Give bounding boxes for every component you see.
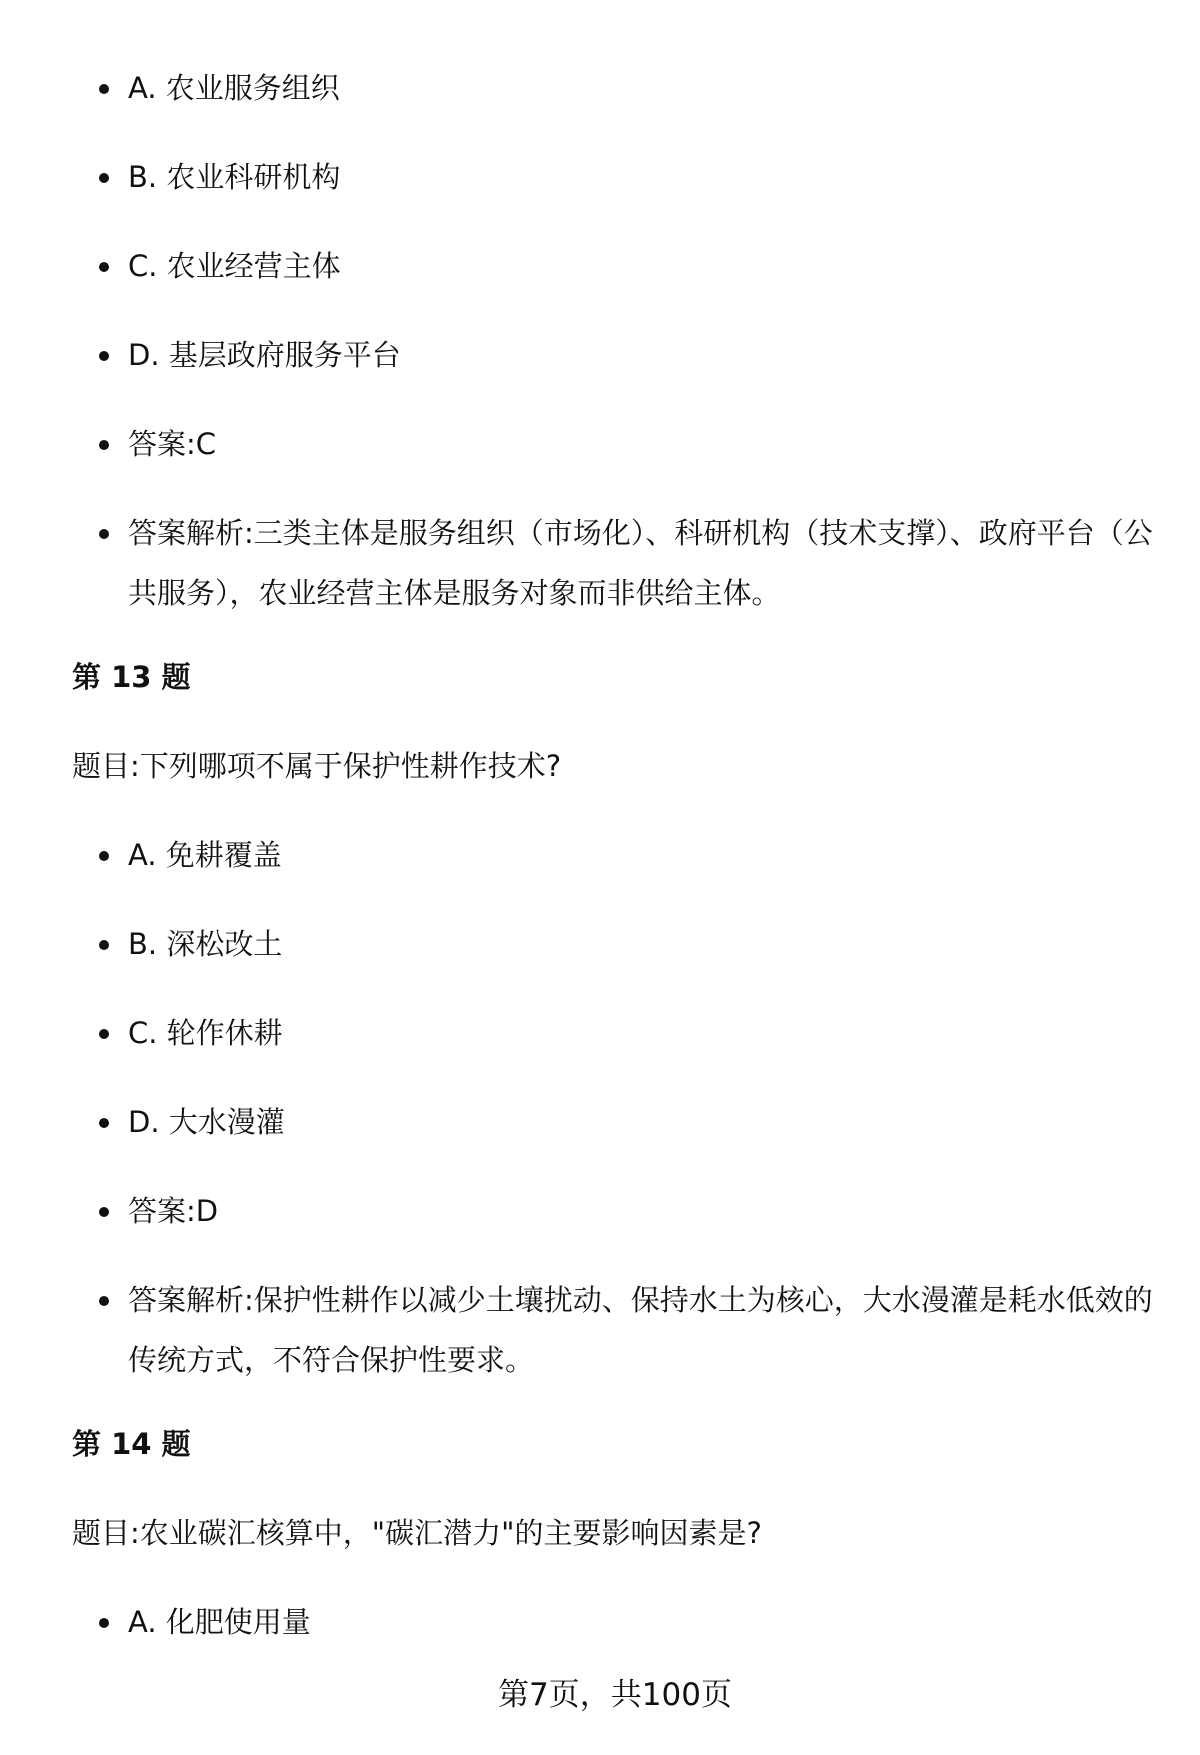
q13-question: 题目:下列哪项不属于保护性耕作技术? [72,749,562,783]
q13-option-d: D. 大水漫灌 [72,1092,1157,1152]
q12-option-list [72,58,1157,623]
q13-option-a: A. 免耕覆盖 [72,825,1157,885]
q13-option-b: B. 深松改土 [72,914,1157,974]
q14-option-list [72,1592,1157,1652]
page-number-footer: 第7页，共100页 [498,1677,732,1713]
page-content [72,58,1157,1681]
q12-option-d: D. 基层政府服务平台 [72,325,1157,385]
q13-heading: 第 13 题 [72,660,191,694]
q12-explanation: 答案解析:三类主体是服务组织（市场化）、科研机构（技术支撑）、政府平台（公共服务），农业经营主体是服务对象而非供给主体。 [72,503,1157,623]
q12-answer: 答案:C [72,414,1157,474]
q14-option-a: A. 化肥使用量 [72,1592,1157,1652]
q13-option-list [72,825,1157,1390]
q12-option-a: A. 农业服务组织 [72,58,1157,118]
q13-answer: 答案:D [72,1181,1157,1241]
q13-explanation: 答案解析:保护性耕作以减少土壤扰动、保持水土为核心，大水漫灌是耗水低效的传统方式，不符合保护性要求。 [72,1270,1157,1390]
q12-option-b: B. 农业科研机构 [72,147,1157,207]
q14-heading: 第 14 题 [72,1427,191,1461]
q13-option-c: C. 轮作休耕 [72,1003,1157,1063]
q12-option-c: C. 农业经营主体 [72,236,1157,296]
q14-question: 题目:农业碳汇核算中，"碳汇潜力"的主要影响因素是? [72,1516,762,1550]
